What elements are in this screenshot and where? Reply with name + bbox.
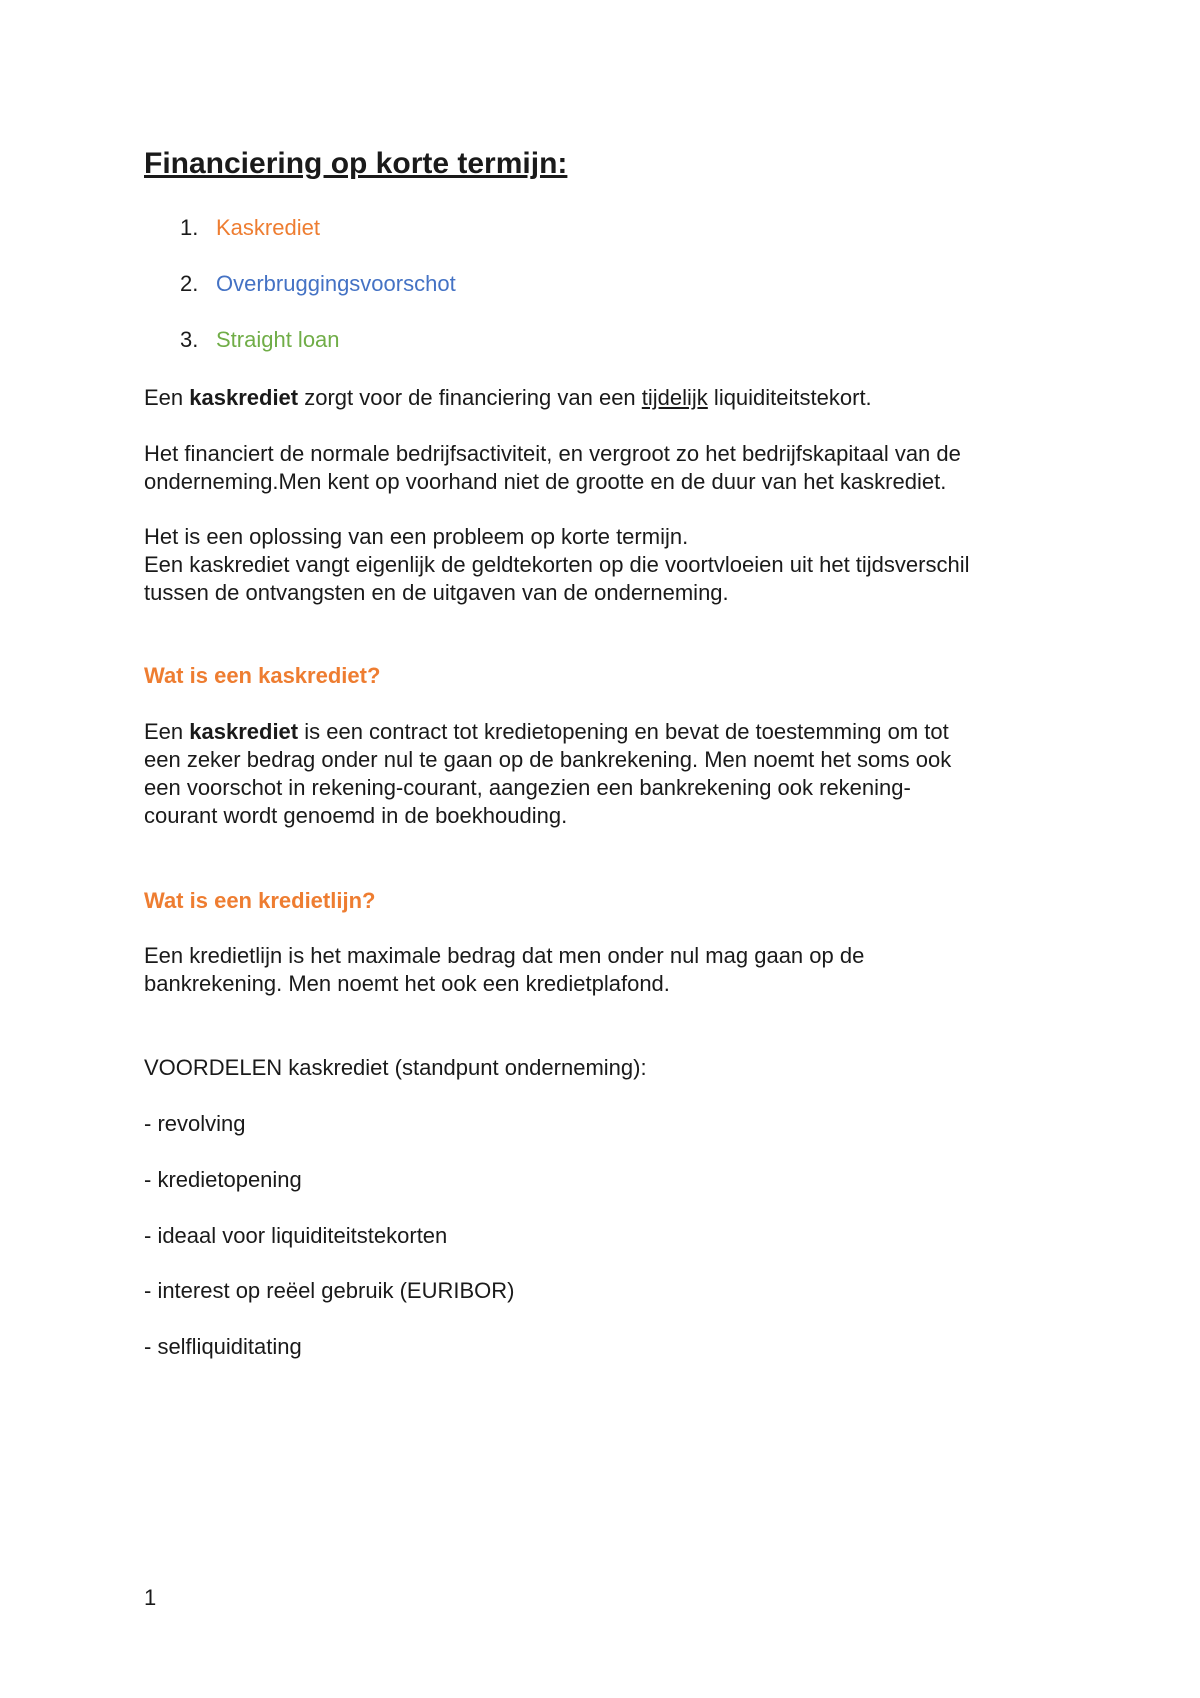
- toc-label-straight-loan: Straight loan: [216, 327, 340, 352]
- toc-number: 1.: [180, 215, 199, 240]
- text-span: liquiditeitstekort.: [707, 385, 872, 410]
- text-span: zorgt voor de financiering van een: [298, 385, 642, 410]
- heading-wat-is-kredietlijn: Wat is een kredietlijn?: [144, 888, 376, 913]
- bold-term: kaskrediet: [189, 719, 299, 744]
- heading-wat-is-kaskrediet: Wat is een kaskrediet?: [144, 663, 381, 688]
- voordeel-item: - interest op reëel gebruik (EURIBOR): [144, 1278, 515, 1303]
- document-title: Financiering op korte termijn:: [144, 147, 568, 180]
- voordeel-item: - ideaal voor liquiditeitstekorten: [144, 1223, 448, 1248]
- text-span: Een: [144, 719, 190, 744]
- underlined-term: tijdelijk: [641, 385, 708, 410]
- toc-label-overbruggingsvoorschot: Overbruggingsvoorschot: [216, 271, 456, 296]
- toc-item: [180, 326, 456, 382]
- text-line: onderneming.Men kent op voorhand niet de grootte en de duur van het kaskrediet.: [144, 469, 947, 494]
- toc-number: 3.: [180, 327, 199, 352]
- text-line: tussen de ontvangsten en de uitgaven van de onderneming.: [144, 580, 729, 605]
- toc-item: [180, 214, 456, 270]
- text-line: een voorschot in rekening-courant, aangezien een bankrekening ook rekening-: [144, 775, 911, 800]
- text-line: Het is een oplossing van een probleem op korte termijn.: [144, 524, 689, 549]
- voordeel-item: - kredietopening: [144, 1167, 302, 1192]
- text-line: Een kredietlijn is het maximale bedrag dat men onder nul mag gaan op de: [144, 943, 865, 968]
- text-line: Het financiert de normale bedrijfsactiviteit, en vergroot zo het bedrijfskapitaal van de: [144, 441, 961, 466]
- voordeel-item: - selfliquiditating: [144, 1334, 302, 1359]
- intro-paragraph-1: [144, 384, 1074, 412]
- kaskrediet-definition: [144, 718, 1074, 830]
- document-content: [144, 144, 1074, 1359]
- voordelen-heading: VOORDELEN kaskrediet (standpunt onderneming):: [144, 1055, 647, 1080]
- text-span: Een: [144, 385, 190, 410]
- page-number: 1: [144, 1585, 157, 1610]
- intro-paragraph-3: [144, 523, 1074, 607]
- kredietlijn-definition: [144, 942, 1074, 998]
- toc-list: [180, 214, 456, 382]
- text-line: courant wordt genoemd in de boekhouding.: [144, 803, 568, 828]
- toc-label-kaskrediet: Kaskrediet: [216, 215, 320, 240]
- text-line: Een kaskrediet vangt eigenlijk de geldtekorten op die voortvloeien uit het tijdsverschil: [144, 552, 970, 577]
- toc-number: 2.: [180, 271, 199, 296]
- text-span: is een contract tot kredietopening en bevat de toestemming om tot: [298, 719, 949, 744]
- text-line: bankrekening. Men noemt het ook een kredietplafond.: [144, 971, 670, 996]
- intro-paragraph-2: [144, 440, 1074, 496]
- voordeel-item: - revolving: [144, 1111, 246, 1136]
- text-line: een zeker bedrag onder nul te gaan op de bankrekening. Men noemt het soms ook: [144, 747, 952, 772]
- toc-item: [180, 270, 456, 326]
- bold-term: kaskrediet: [189, 385, 299, 410]
